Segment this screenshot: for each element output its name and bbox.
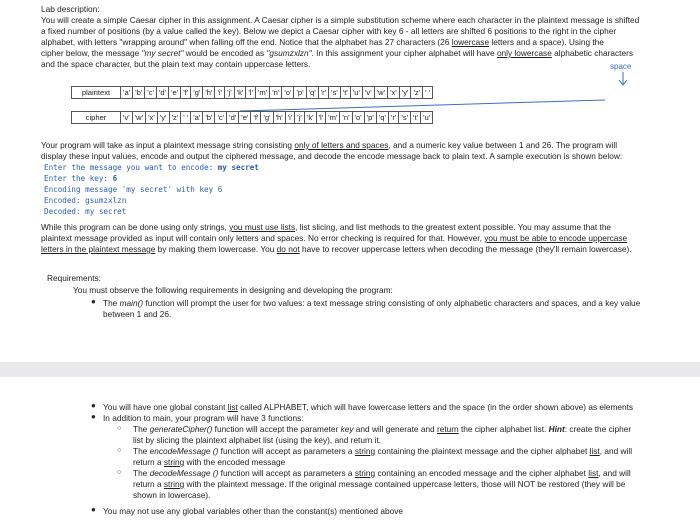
plaintext-cell: 'l' [246,87,256,99]
cipher-cell: 'e' [239,112,251,124]
cipher-cell: 'p' [364,112,376,124]
cipher-cell: 'h' [273,112,285,124]
plaintext-cell: 'n' [270,87,282,99]
cipher-cell: 'z' [169,112,181,124]
plaintext-cell: 'a' [121,87,133,99]
bullet-icon: ● [91,297,96,306]
circle-bullet-icon: ○ [117,469,122,476]
cipher-cell: 'f' [251,112,261,124]
bullet-icon: ● [91,412,96,421]
encode-message-line-1: The encodeMessage () function will accept as parameters a string containing the plaintext message and the cipher alphabet list, and will [133,446,633,456]
plaintext-label: plaintext [72,87,121,99]
plaintext-cell: 'x' [388,87,400,99]
plaintext-cell: 'y' [399,87,411,99]
plaintext-cell: 'i' [215,87,225,99]
cipher-cell: ' ' [181,112,191,124]
requirement-functions: In addition to main, your program will have 3 functions: [103,413,304,423]
plaintext-cell: 'p' [294,87,306,99]
cipher-cell: 'o' [352,112,364,124]
notes-line-3: letters in the plaintext message by making them lowercase. You do not have to recover uppercase letters when decoding the message (they'll remain lowercase). [41,244,632,254]
requirement-main-line-2: between 1 and 26. [103,309,172,319]
plaintext-cell: 'r' [318,87,328,99]
sample-line-4: Encoded: gsumzxlzn [44,196,127,205]
plaintext-cell: 'k' [234,87,246,99]
cipher-cell: 'l' [316,112,326,124]
cipher-cell: 'n' [340,112,352,124]
bullet-icon: ● [91,505,96,514]
bullet-icon: ● [91,401,96,410]
plaintext-cell: 'b' [133,87,145,99]
notes-line-2: plaintext message provided as input will contain only letters and spaces. No error checking is required for that. However, you must be able to encode uppercase [41,233,628,243]
intro-line-2: a fixed number of positions (by a value called the key). Below we depict a Caesar cipher with key 6 - all letters are shifted 6 positions to the right in the cipher [41,26,617,36]
cipher-label: cipher [72,112,121,124]
plaintext-cell: 'q' [306,87,318,99]
requirement-no-globals: You may not use any global variables other than the constant(s) mentioned above [103,506,403,516]
cipher-cell: 'c' [215,112,227,124]
lab-heading: Lab description: [41,4,100,14]
decode-message-line-2: return a string with the plaintext message. If the original message contained uppercase letters, those will NOT be restored (they will be [133,479,626,489]
requirement-main-line-1: The main() function will prompt the user for two values: a text message string consisting of only alphabetic characters and spaces, and a key value [103,298,641,308]
cipher-cell: 'r' [388,112,398,124]
cipher-cell: 'd' [227,112,239,124]
plaintext-cell: 'h' [203,87,215,99]
cipher-cell: 'y' [157,112,169,124]
cipher-cell: 'q' [376,112,388,124]
intro-line-3: alphabet, with letters "wrapping around" when falling off the end. Notice that the alphabet has 27 characters (26 lowercase letters and a space). Using the [41,37,604,47]
plaintext-cell: 'c' [145,87,157,99]
cipher-cell: 't' [411,112,421,124]
plaintext-cell: 'e' [169,87,181,99]
intro-line-4: cipher below, the message "my secret" would be encoded as "gsumzxlzn". In this assignment your cipher alphabet will have only lowercase alphabetic characters [41,48,633,58]
program-desc-line-2: display these input values, encode and output the ciphered message, and decode the encode message back to plain text. A sample execution is shown below: [41,151,623,161]
cipher-alphabet-table [71,111,433,124]
circle-bullet-icon: ○ [117,425,122,432]
cipher-cell: 'v' [121,112,133,124]
plaintext-cell: 'o' [282,87,294,99]
plaintext-cell: 'm' [255,87,269,99]
cipher-cell: 'i' [285,112,295,124]
cipher-cell: 'j' [295,112,305,124]
cipher-cell: 'u' [421,112,433,124]
program-desc-line-1: Your program will take as input a plaintext message string consisting only of letters and spaces, and a numeric key value between 1 and 26. The program will [41,140,618,150]
plaintext-cell: 'v' [362,87,374,99]
requirements-intro: You must observe the following requirements in designing and developing the program: [73,285,393,295]
cipher-cell: 'b' [203,112,215,124]
decode-message-line-3: shown in lowercase). [133,490,211,500]
sample-line-3: Encoding message 'my secret' with key 6 [44,185,223,194]
cipher-cell: 'm' [326,112,340,124]
cipher-cell: 'k' [304,112,316,124]
plaintext-cell: ' ' [423,87,433,99]
document-page-2 [0,377,700,521]
decode-message-line-1: The decodeMessage () function will accept as parameters a string containing an encoded message and the cipher alphabet list, and will [133,468,631,478]
encode-message-line-2: return a string with the encoded message [133,457,286,467]
plaintext-cell: 'u' [350,87,362,99]
plaintext-alphabet-table [71,86,433,99]
cipher-cell: 'g' [261,112,273,124]
requirement-alphabet: You will have one global constant list called ALPHABET, which will have lowercase letters and the space (in the order shown above) as elements [103,402,634,412]
plaintext-cell: 'w' [374,87,387,99]
plaintext-cell: 'g' [191,87,203,99]
circle-bullet-icon: ○ [117,447,122,454]
sample-line-2: Enter the key: 6 [44,174,118,183]
plaintext-cell: 'd' [156,87,168,99]
requirements-heading: Requirements: [47,273,101,283]
plaintext-cell: 's' [329,87,341,99]
generate-cipher-line-2: list by slicing the plaintext alphabet list (using the key), and return it. [133,435,382,445]
cipher-cell: 'w' [132,112,145,124]
down-arrow-icon [618,72,628,86]
generate-cipher-line-1: The generateCipher() function will accept the parameter key and will generate and return the cipher alphabet list. Hint: create the cipher [133,424,632,434]
cipher-cell: 'x' [146,112,158,124]
intro-line-1: You will create a simple Caesar cipher in this assignment. A Caesar cipher is a simple substitution scheme where each character in the plaintext message is shifted [41,15,640,25]
notes-line-1: While this program can be done using only strings, you must use lists, list slicing, and list methods to the greatest extent possible. You may assume that the [41,222,612,232]
intro-line-5: and the space character, but the plain text may contain uppercase letters. [41,59,311,69]
cipher-cell: 'a' [191,112,203,124]
space-label: space [610,62,632,71]
plaintext-cell: 't' [340,87,350,99]
sample-line-1: Enter the message you want to encode: my secret [44,163,259,172]
plaintext-cell: 'j' [225,87,235,99]
plaintext-cell: 'z' [411,87,423,99]
sample-line-5: Decoded: my secret [44,207,127,216]
plaintext-cell: 'f' [181,87,191,99]
cipher-cell: 's' [399,112,411,124]
